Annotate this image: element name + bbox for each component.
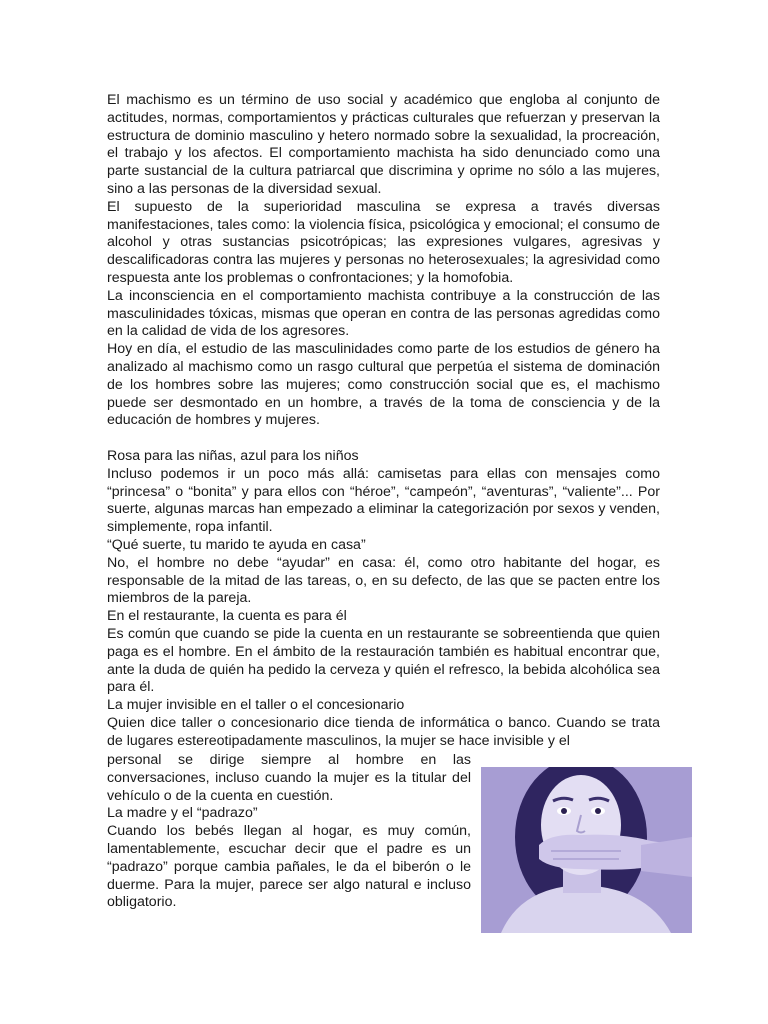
heading-padrazo: La madre y el “padrazo” (107, 805, 258, 822)
paragraph-restaurante: Es común que cuando se pide la cuenta en un restaurante se sobreentienda que quien paga es el hombre. En el ámbito de la restauración también es habitual encontrar que, ante la duda de quién ha pedido la cerveza y quién el refresco, la bebida alcohólica sea para él. (107, 625, 660, 696)
paragraph-suerte: No, el hombre no debe “ayudar” en casa: él, como otro habitante del hogar, es responsable de la mitad de las tareas, o, en su defecto, de las que se pacten entre los miembros de la pareja. (107, 554, 660, 607)
blank-line (107, 430, 660, 448)
wrapped-text-block (107, 752, 471, 912)
heading-taller: La mujer invisible en el taller o el concesionario (107, 697, 405, 714)
paragraph-hoy-en-dia: Hoy en día, el estudio de las masculinidades como parte de los estudios de género ha analizado al machismo como un rasgo cultural que perpetúa el sistema de dominación de los hombres sobre las mujeres; como construcción social que es, el machismo puede ser desmontado en un hombre, a través de la toma de consciencia y de la educación de hombres y mujeres. (107, 341, 660, 429)
woman-mouth-covered-photo (481, 767, 692, 933)
right-pupil (595, 808, 601, 814)
paragraph-rosa: Incluso podemos ir un poco más allá: camisetas para ellas con mensajes como “princesa” o “bonita” y para ellos con “héroe”, “campeón”, “aventuras”, “valiente”... Por suerte, algunas marcas han empezado a eliminar la categorización por sexos y venden, simplemente, ropa infantil. (107, 465, 660, 536)
paragraph-taller-full: Quien dice taller o concesionario dice tienda de informática o banco. Cuando se trata de lugares estereotipadamente masculinos, la mujer se hace invisible y el (107, 714, 660, 749)
paragraph-padrazo: Cuando los bebés llegan al hogar, es muy común, lamentablemente, escuchar decir que el padre es un “padrazo” porque cambia pañales, le da el biberón o le duerme. Para la mujer, parece ser algo natural e incluso obligatorio. (107, 823, 471, 911)
heading-restaurante: En el restaurante, la cuenta es para él (107, 608, 347, 625)
heading-suerte: “Qué suerte, tu marido te ayuda en casa” (107, 536, 366, 553)
paragraph-intro: El machismo es un término de uso social y académico que engloba al conjunto de actitudes, normas, comportamientos y prácticas culturales que refuerzan y preservan la estructura de dominio masculino y hetero normado sobre la sexualidad, la procreación, el trabajo y los afectos. El comportamiento machista ha sido denunciado como una parte sustancial de la cultura patriarcal que discrimina y oprime no sólo a las mujeres, sino a las personas de la diversidad sexual. (107, 92, 660, 197)
paragraph-taller-wrap: personal se dirige siempre al hombre en las conversaciones, incluso cuando la mujer es la titular del vehículo o de la cuenta en cuestión. (107, 752, 471, 804)
left-pupil (561, 808, 567, 814)
paragraph-superioridad: El supuesto de la superioridad masculina se expresa a través diversas manifestaciones, tales como: la violencia física, psicológica y emocional; el consumo de alcohol y otras sustancias psicotrópicas; las expresiones vulgares, agresivas y descalificadoras contra las mujeres y personas no heterosexuales; la agresividad como respuesta ante los problemas o confrontaciones; y la homofobia. (107, 198, 660, 286)
heading-rosa: Rosa para las niñas, azul para los niños (107, 447, 359, 464)
photo-illustration (481, 767, 692, 933)
paragraph-inconsciencia: La inconsciencia en el comportamiento machista contribuye a la construcción de las masculinidades tóxicas, mismas que operan en contra de las personas agredidas como en la calidad de vida de los agresores. (107, 287, 660, 340)
main-text-block (107, 92, 660, 750)
